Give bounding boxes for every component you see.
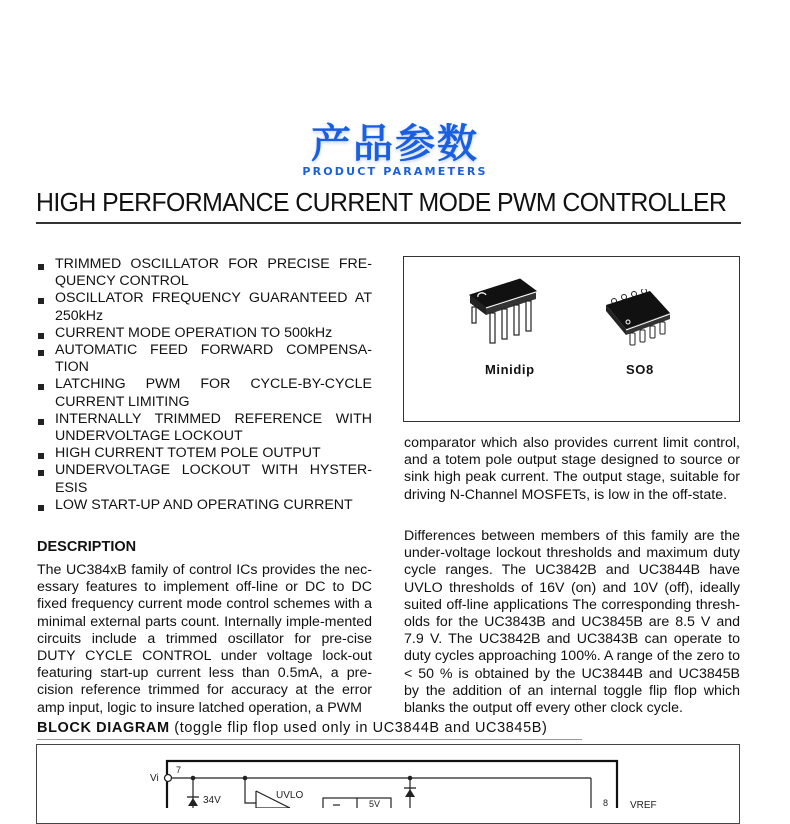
document-title: HIGH PERFORMANCE CURRENT MODE PWM CONTROLLER (36, 187, 727, 217)
description-heading: DESCRIPTION (37, 539, 137, 555)
bullet-square-icon (38, 470, 44, 476)
ic-boundary (167, 761, 617, 808)
five-v-label: 5V (369, 799, 381, 808)
bullet-square-icon (38, 264, 44, 270)
vi-pin-icon (165, 775, 172, 782)
pin-8-label: 8 (603, 798, 609, 808)
uvlo-label: UVLO (276, 790, 304, 801)
so8-package-icon (604, 289, 684, 354)
bullet-square-icon (38, 333, 44, 339)
so8-label: SO8 (626, 362, 654, 377)
block-diagram-note: (toggle flip flop used only in UC3844B and UC3845B) (169, 720, 548, 736)
block-diagram (0, 744, 790, 808)
minidip-label: Minidip (485, 362, 535, 377)
vref-label: VREF (630, 800, 657, 808)
feature-item: OSCILLATOR FREQUENCY GUARANTEED AT 250kHz (37, 290, 372, 324)
hero-title-cn: 产品参数 (311, 121, 479, 167)
block-diagram-divider (37, 739, 582, 740)
feature-item: AUTOMATIC FEED FORWARD COMPENSA-TION (37, 342, 372, 376)
bullet-square-icon (38, 384, 44, 390)
bullet-square-icon (38, 505, 44, 511)
package-figure (403, 256, 740, 422)
pin-7-label: 7 (176, 765, 182, 775)
feature-item: CURRENT MODE OPERATION TO 500kHz (37, 325, 372, 342)
description-right-paragraph-1: comparator which also provides current limit control, and a totem pole output stage designed to source or sink high peak current. The output stage, suitable for driving N-Channel MOSFETs, is low in the off-state. (404, 435, 740, 503)
feature-item: UNDERVOLTAGE LOCKOUT WITH HYSTER-ESIS (37, 462, 372, 496)
block-diagram-title: BLOCK DIAGRAM (37, 720, 170, 736)
bullet-square-icon (38, 419, 44, 425)
bullet-square-icon (38, 453, 44, 459)
minidip-package-icon (466, 277, 556, 352)
feature-item: INTERNALLY TRIMMED REFERENCE WITH UNDERVOLTAGE LOCKOUT (37, 411, 372, 445)
feature-item: HIGH CURRENT TOTEM POLE OUTPUT (37, 445, 372, 462)
bullet-square-icon (38, 350, 44, 356)
feature-item: LOW START-UP AND OPERATING CURRENT (37, 497, 372, 514)
block-diagram-heading (37, 720, 547, 736)
feature-item: TRIMMED OSCILLATOR FOR PRECISE FRE-QUENCY CONTROL (37, 256, 372, 290)
zener-diode-icon (188, 798, 198, 806)
hero-subtitle-en: PRODUCT PARAMETERS (302, 165, 488, 178)
vi-label: Vi (150, 773, 159, 784)
feature-item: LATCHING PWM FOR CYCLE-BY-CYCLE CURRENT LIMITING (37, 376, 372, 410)
bullet-square-icon (38, 298, 44, 304)
title-divider (36, 222, 741, 224)
features-list (37, 256, 372, 514)
zener-label: 34V (203, 795, 221, 806)
description-right-paragraph-2: Differences between members of this family are the under-voltage lockout thresholds and maximum duty cycle ranges. The UC3842B and UC3844B have UVLO thresholds of 16V (on) and 10V (off), ideally suited off-line applications The corresponding thresh-olds for the UC3843B and UC3845B are 8.5 V and 7.9 V. The UC3842B and UC3843B can operate to duty cycles approaching 100%. A range of the zero to < 50 % is obtained by the UC3844B and UC3845B by the addition of an internal toggle flip flop which blanks the output off every other clock cycle. (404, 528, 740, 717)
diode-icon (405, 789, 415, 797)
description-left-paragraph: The UC384xB family of control ICs provides the nec-essary features to implement off-line or DC to DC fixed frequency current mode control schemes with a minimal external parts count. Internally imple-mented circuits include a trimmed oscillator for pre-cise DUTY CYCLE CONTROL under voltage lock-out featuring start-up current less than 0.5mA, a pre-cision reference trimmed for accuracy at the error amp input, logic to insure latched operation, a PWM (37, 562, 372, 716)
